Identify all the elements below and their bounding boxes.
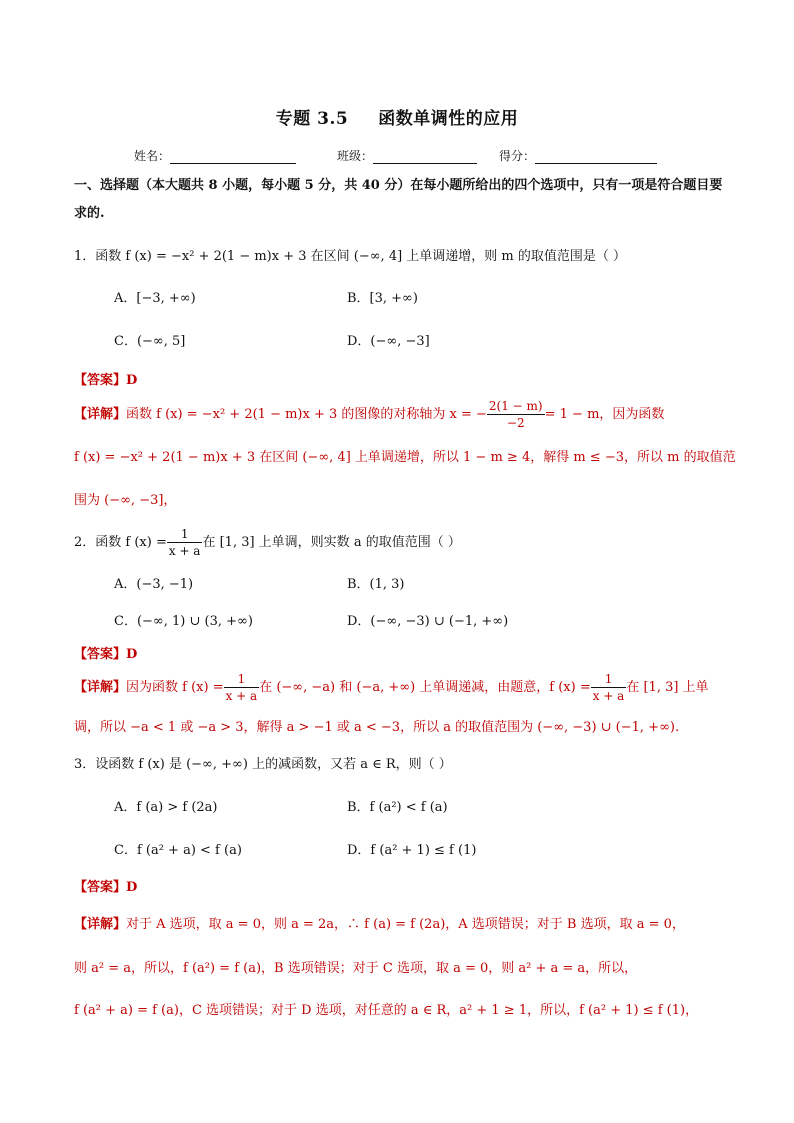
detail-label: 【详解】 — [74, 407, 127, 422]
q2-detail-fraction-1 — [224, 671, 260, 704]
q2-stem-fraction — [167, 526, 203, 559]
class-label: 班级： — [337, 149, 374, 163]
detail-label: 【详解】 — [74, 917, 127, 932]
q1-option-a: A．[−3, +∞) — [114, 291, 196, 306]
q2-detail-frac1-den: x + a — [225, 689, 258, 703]
class-field — [337, 147, 477, 164]
name-label: 姓名： — [134, 149, 171, 163]
q2-frac-den: x + a — [168, 544, 201, 558]
q3-detail-line-1 — [74, 913, 685, 932]
q2-frac-num: 1 — [167, 526, 203, 543]
answer-label: 【答案】 — [74, 880, 127, 895]
q1-detail-frac-den: −2 — [506, 416, 525, 430]
q2-stem-a: 2．函数 f (x) = — [74, 535, 167, 550]
q1-detail-fraction — [487, 398, 545, 431]
q2-detail-line-1 — [74, 671, 709, 704]
q3-answer-value: D — [126, 880, 138, 895]
q1-detail-text-a: 函数 f (x) = −x² + 2(1 − m)x + 3 的图像的对称轴为 x = − — [126, 407, 487, 422]
q2-stem-b: 在 [1, 3] 上单调，则实数 a 的取值范围（ ） — [202, 535, 461, 550]
q1-detail-frac-num: 2(1 − m) — [488, 399, 543, 413]
q1-answer-value: D — [126, 373, 138, 388]
q2-detail-line-2: 调，所以 −a < 1 或 −a > 3，解得 a > −1 或 a < −3，所以 a 的取值范围为 (−∞, −3) ∪ (−1, +∞). — [74, 720, 680, 735]
question-3-stem: 3．设函数 f (x) 是 (−∞, +∞) 上的减函数，又若 a ∈ R，则（ ） — [74, 757, 452, 772]
answer-label: 【答案】 — [74, 647, 127, 662]
title-prefix: 专题 3.5 — [275, 109, 349, 129]
q2-detail-frac2-num: 1 — [591, 671, 627, 688]
q3-option-b: B．f (a²) < f (a) — [347, 800, 448, 815]
q2-detail-text-a: 因为函数 f (x) = — [126, 680, 224, 695]
name-field — [134, 147, 296, 164]
title-main: 函数单调性的应用 — [378, 109, 519, 129]
score-blank — [535, 151, 657, 164]
q2-option-a: A．(−3, −1) — [114, 577, 194, 592]
q3-detail-line-3: f (a² + a) = f (a)，C 选项错误；对于 D 选项，对任意的 a ∈ R，a² + 1 ≥ 1，所以，f (a² + 1) ≤ f (1)， — [74, 1003, 699, 1018]
section-heading: 一、选择题（本大题共 8 小题，每小题 5 分，共 40 分）在每小题所给出的四个选项中，只有一项是符合题目要求的. — [74, 178, 723, 221]
q3-option-a: A．f (a) > f (2a) — [114, 800, 218, 815]
q2-answer-value: D — [126, 647, 138, 662]
question-2-stem — [74, 526, 461, 559]
q2-detail-frac1-num: 1 — [224, 671, 260, 688]
q2-answer — [74, 643, 137, 662]
q3-option-d: D．f (a² + 1) ≤ f (1) — [347, 843, 477, 858]
q1-detail-line-1 — [74, 398, 664, 431]
detail-label: 【详解】 — [74, 680, 127, 695]
q2-option-b: B．(1, 3) — [347, 577, 405, 592]
question-1-stem: 1．函数 f (x) = −x² + 2(1 − m)x + 3 在区间 (−∞, 4] 上单调递增，则 m 的取值范围是（ ） — [74, 249, 627, 264]
score-label: 得分： — [499, 149, 536, 163]
q2-option-c: C．(−∞, 1) ∪ (3, +∞) — [114, 614, 253, 629]
q1-detail-text-b: = 1 − m，因为函数 — [544, 407, 665, 422]
score-field — [499, 147, 657, 164]
q1-detail-line-2: f (x) = −x² + 2(1 − m)x + 3 在区间 (−∞, 4] 上单调递增，所以 1 − m ≥ 4，解得 m ≤ −3，所以 m 的取值范 — [74, 450, 736, 465]
q2-detail-text-b: 在 (−∞, −a) 和 (−a, +∞) 上单调递减，由题意，f (x) = — [259, 680, 591, 695]
name-blank — [170, 151, 296, 164]
page-title — [0, 104, 794, 129]
q3-detail-text-1: 对于 A 选项，取 a = 0，则 a = 2a，∴ f (a) = f (2a)，A 选项错误；对于 B 选项，取 a = 0， — [126, 917, 685, 932]
q3-detail-line-2: 则 a² = a，所以，f (a²) = f (a)，B 选项错误；对于 C 选项，取 a = 0，则 a² + a = a，所以， — [74, 961, 638, 976]
q2-detail-text-c: 在 [1, 3] 上单 — [626, 680, 709, 695]
q2-detail-frac2-den: x + a — [592, 689, 625, 703]
class-blank — [373, 151, 477, 164]
q2-option-d: D．(−∞, −3) ∪ (−1, +∞) — [347, 614, 509, 629]
q2-detail-fraction-2 — [591, 671, 627, 704]
q3-option-c: C．f (a² + a) < f (a) — [114, 843, 242, 858]
q1-answer — [74, 369, 137, 388]
q1-option-b: B．[3, +∞) — [347, 291, 418, 306]
q3-answer — [74, 876, 137, 895]
q1-option-c: C．(−∞, 5] — [114, 334, 186, 349]
q1-option-d: D．(−∞, −3] — [347, 334, 430, 349]
answer-label: 【答案】 — [74, 373, 127, 388]
q1-detail-line-3: 围为 (−∞, −3]， — [74, 493, 177, 508]
